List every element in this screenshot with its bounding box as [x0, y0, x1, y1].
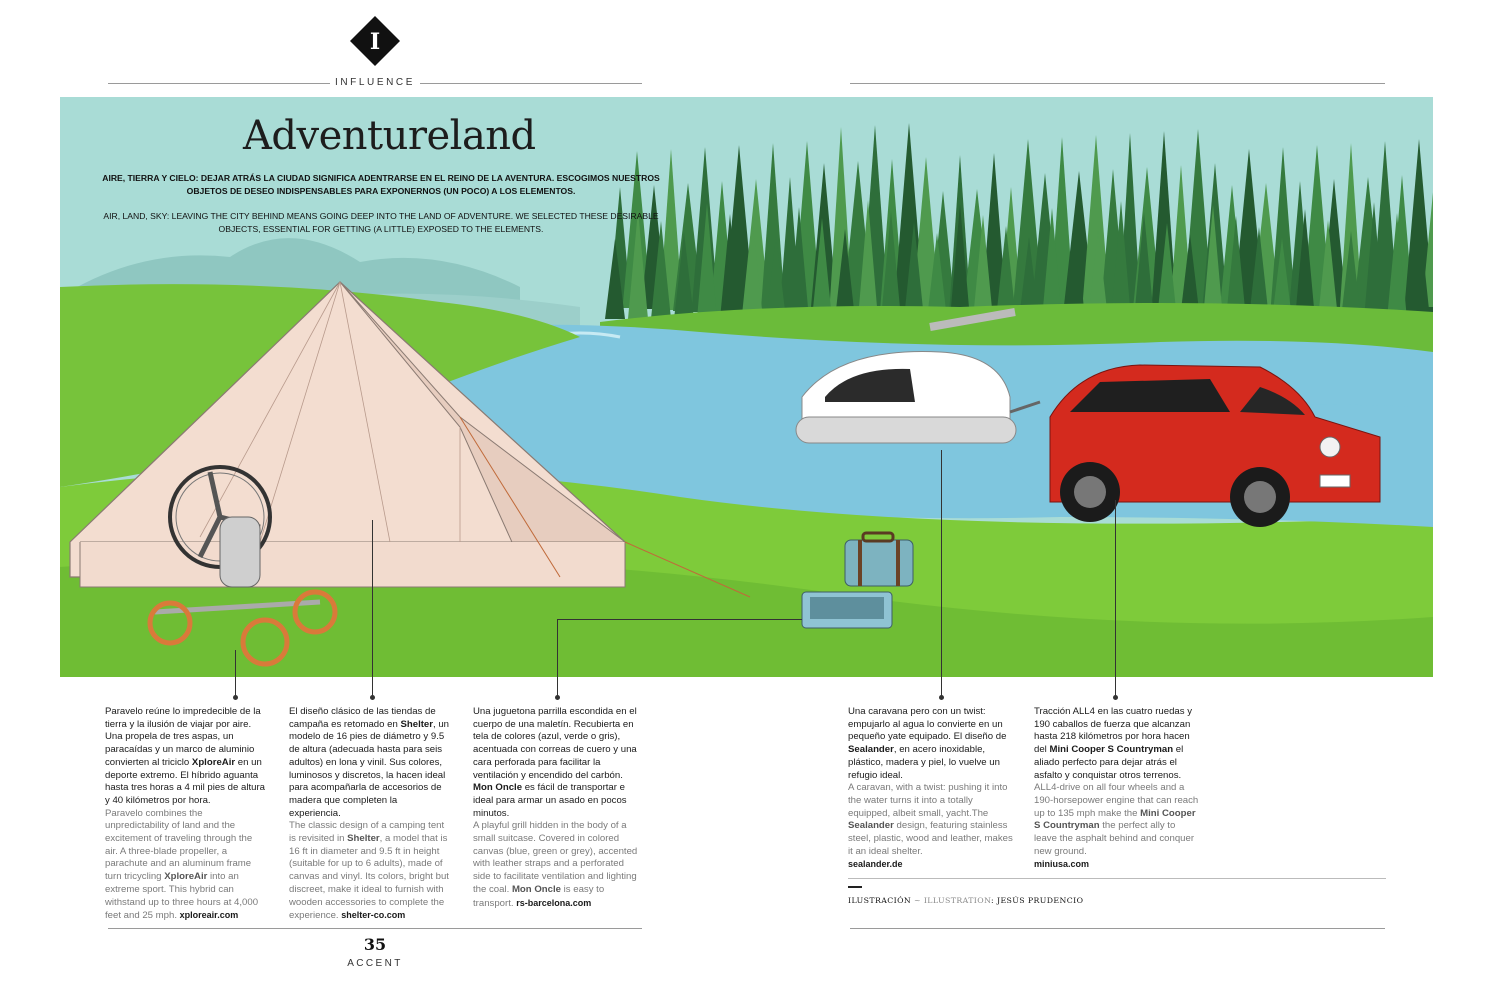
feature-title: Adventureland	[243, 113, 536, 159]
item-sealander-es	[848, 706, 1013, 782]
item-xploreair-es	[105, 706, 265, 808]
sealander-es-text-1: Una caravana pero con un twist: empujarlo al agua lo convierte en un pequeño yate equipado. El diseño de	[848, 706, 1007, 743]
xploreair-es-text-2: en un deporte extremo. El híbrido aguanta hasta tres horas a 4 mil pies de altura y 40 kilómetros por hora.	[105, 756, 265, 806]
section-badge-letter: I	[369, 29, 381, 55]
shelter-en-brand: Shelter	[347, 833, 380, 845]
mon-oncle-en-brand: Mon Oncle	[511, 883, 561, 895]
mon-oncle-url[interactable]: rs-barcelona.com	[516, 897, 592, 908]
item-shelter	[289, 706, 449, 923]
section-badge	[350, 16, 400, 66]
item-mon-oncle	[473, 706, 643, 910]
header-rule-right	[850, 83, 1385, 84]
mini-en-brand: Mini Cooper S Countryman	[1034, 807, 1196, 832]
mini-es-text-1: Tracción ALL4 en las cuatro ruedas y 190 caballos de fuerza que alcanzan hasta 218 kilómetros por hora hacen del	[1034, 706, 1193, 756]
leader-dot-grill	[555, 695, 560, 700]
credit-name: JESÚS PRUDENCIO	[996, 896, 1084, 905]
xploreair-en-text-2: into an extreme sport. This hybrid can withstand up to three hours at 4,000 feet and 25 mph.	[105, 871, 259, 922]
item-sealander	[848, 706, 1013, 871]
mon-oncle-es-text-1: Una juguetona parrilla escondida en el cuerpo de una maletín. Recubierta en tela de colores (azul, verde o gris), acentuada con correas de cuero y una cara perforada para facilitar la ventilación y encendido del carbón.	[473, 706, 637, 781]
sealander-es-text-2: , en acero inoxidable, plástico, madera y piel, lo vuelve un refugio ideal.	[848, 744, 1000, 781]
shelter-en-text-2: , a model that is 16 ft in diameter and 9.5 ft in height (suitable for up to 6 adults), made of canvas and vinyl. Its colors, bright but discreet, make it ideal to furnish with wooden accessories to complete the experience.	[289, 833, 449, 922]
shelter-es-brand: Shelter	[400, 718, 433, 730]
item-mini-en	[1034, 782, 1199, 858]
item-mon-oncle-es	[473, 706, 643, 820]
item-mon-oncle-en	[473, 820, 643, 910]
credit-separator: ~	[911, 896, 924, 905]
credit-colon: :	[991, 896, 997, 905]
mini-en-text-1: ALL4-drive on all four wheels and a 190-horsepower engine that can reach up to 135 mph make the	[1034, 782, 1199, 819]
xploreair-en-brand: XploreAir	[164, 871, 208, 883]
section-label: INFLUENCE	[330, 77, 420, 88]
leader-dot-xploreair	[233, 695, 238, 700]
mon-oncle-es-text-2: es fácil de transportar e ideal para armar un asado en pocos minutos.	[473, 782, 627, 819]
intro-english: AIR, LAND, SKY: LEAVING THE CITY BEHIND MEANS GOING DEEP INTO THE LAND OF ADVENTURE. WE SELECTED THESE DESIRABLE OBJECTS, ESSENTIAL FOR GETTING (A LITTLE) EXPOSED TO THE ELEMENTS.	[103, 211, 659, 234]
sealander-es-brand: Sealander	[848, 744, 894, 756]
credit-label-en: ILLUSTRATION	[923, 896, 992, 905]
leader-line-grill-horizontal	[557, 619, 802, 620]
mini-en-text-2: the perfect ally to leave the asphalt behind and conquer new ground.	[1034, 820, 1195, 857]
shelter-es-text-2: , un modelo de 16 pies de diámetro y 9.5 de altura (adecuada hasta para seis adultos) en lona y vinil. Sus colores, luminosos y discretos, la hacen ideal para acompañarla de accesorios de madera que completen la experiencia.	[289, 718, 450, 819]
leader-dot-sealander	[939, 695, 944, 700]
item-mini	[1034, 706, 1199, 871]
item-mini-es	[1034, 706, 1199, 782]
sealander-en-brand: Sealander	[848, 820, 894, 832]
mini-url[interactable]: miniusa.com	[1034, 859, 1090, 870]
item-xploreair-en	[105, 808, 265, 923]
xploreair-es-text-1: Paravelo reúne lo impredecible de la tierra y la ilusión de viajar por aire. Una propela de tres aspas, un paracaídas y un marco de aluminio convierten al triciclo	[105, 706, 261, 768]
illustration-credit	[848, 896, 1083, 905]
leader-line-shelter	[372, 520, 373, 698]
sealander-url[interactable]: sealander.de	[848, 859, 903, 870]
shelter-url[interactable]: shelter-co.com	[341, 910, 406, 921]
shelter-es-text-1: El diseño clásico de las tiendas de campaña es retomado en	[289, 706, 436, 730]
item-shelter-es	[289, 706, 449, 820]
mon-oncle-en-text-1: A playful grill hidden in the body of a small suitcase. Covered in colored canvas (blue, green or grey), accented with leather straps and a perforated side to facilitate ventilation and lighting the coal.	[473, 820, 638, 895]
page-number: 35	[363, 935, 387, 954]
shelter-en-text-1: The classic design of a camping tent is revisited in	[289, 820, 445, 845]
item-xploreair	[105, 706, 265, 923]
credit-label-es: ILUSTRACIÓN	[848, 896, 912, 905]
mon-oncle-en-text-2: is easy to transport.	[473, 883, 605, 909]
leader-dot-shelter	[370, 695, 375, 700]
magazine-name: ACCENT	[347, 958, 403, 969]
footer-rule-right	[850, 928, 1385, 929]
xploreair-en-text-1: Paravelo combines the unpredictability of land and the excitement of traveling through the air. A three-blade propeller, a parachute and an aluminum frame turn tricycling	[105, 807, 253, 883]
leader-dot-mini	[1113, 695, 1118, 700]
item-shelter-en	[289, 820, 449, 923]
intro-spanish: AIRE, TIERRA Y CIELO: DEJAR ATRÁS LA CIUDAD SIGNIFICA ADENTRARSE EN EL REINO DE LA AVENTURA. ESCOGIMOS NUESTROS OBJETOS DE DESEO INDISPENSABLES PARA EXPONERNOS (UN POCO) A LOS ELEMENTOS.	[102, 173, 660, 196]
leader-line-grill	[557, 619, 558, 698]
mini-es-brand: Mini Cooper S Countryman	[1049, 744, 1174, 756]
credit-mark	[848, 886, 862, 888]
item-sealander-en	[848, 782, 1013, 858]
mon-oncle-es-brand: Mon Oncle	[473, 782, 523, 794]
leader-line-mini	[1115, 500, 1116, 698]
leader-line-sealander	[941, 450, 942, 698]
credit-rule	[848, 878, 1386, 879]
sealander-en-text-2: design, featuring stainless steel, plastic, wood and leather, makes it an ideal shelter.	[848, 820, 1013, 857]
xploreair-es-brand: XploreAir	[191, 756, 236, 768]
footer-rule-left	[108, 928, 642, 929]
xploreair-url[interactable]: xploreair.com	[179, 910, 239, 921]
sealander-en-text-1: A caravan, with a twist: pushing it into the water turns it into a totally equipped, albeit small, yacht.The	[848, 782, 1008, 819]
mini-es-text-2: el aliado perfecto para dejar atrás el asfalto y conquistar otros terrenos.	[1034, 744, 1184, 781]
leader-line-xploreair	[235, 650, 236, 698]
